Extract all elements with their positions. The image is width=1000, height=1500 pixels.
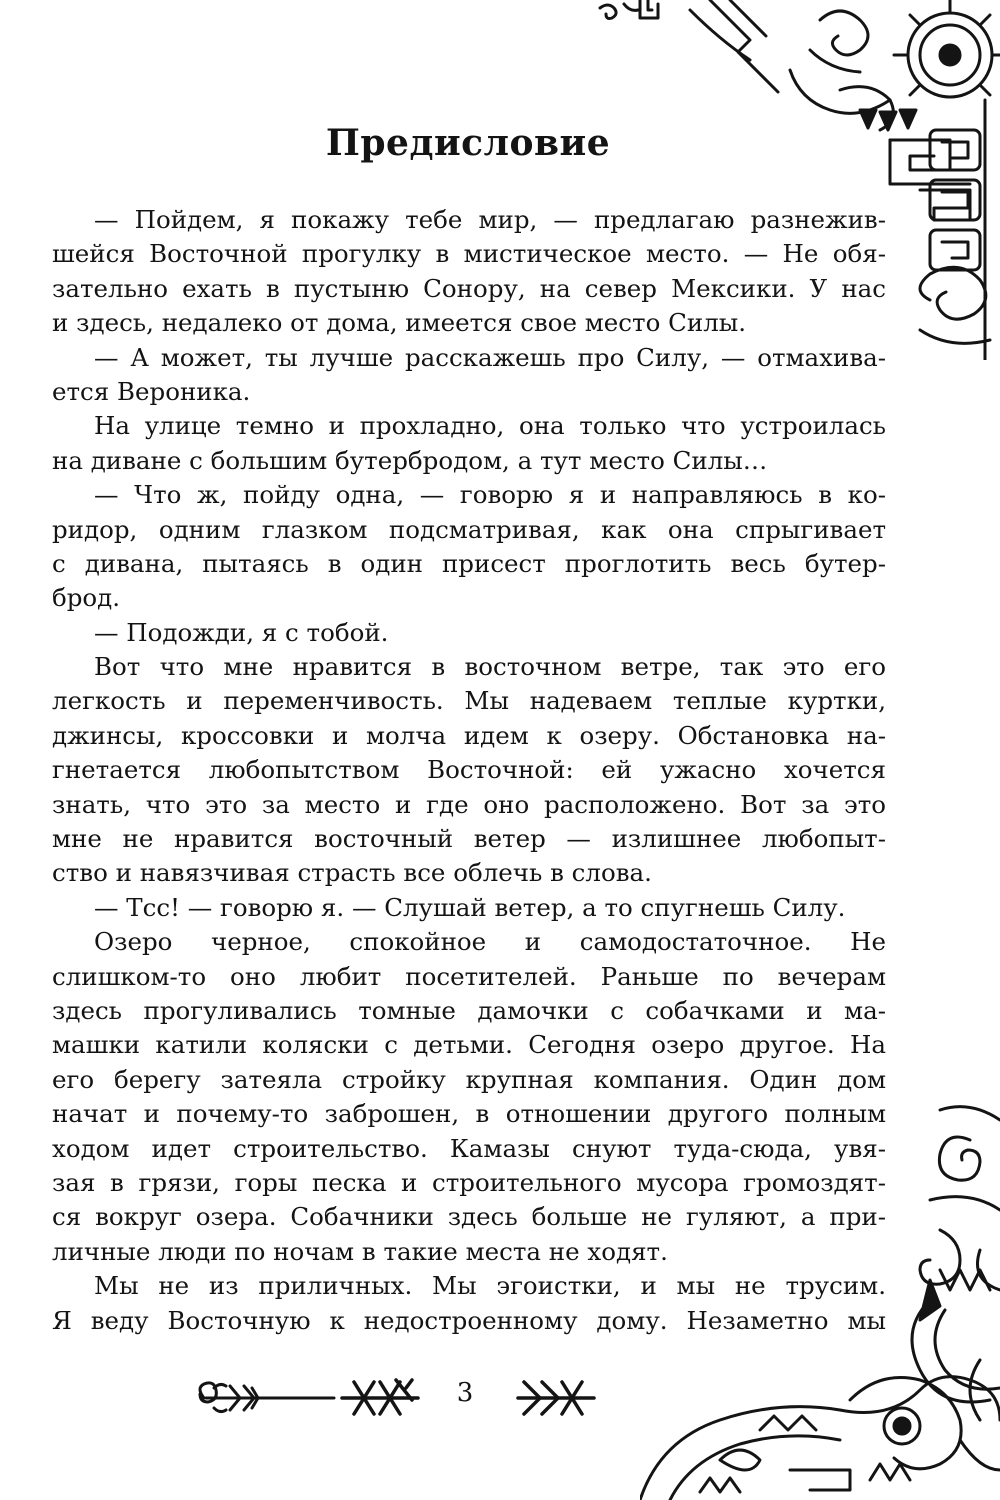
text-line: Вот что мне нравится в восточном ветре, так это его xyxy=(94,652,886,682)
text-line: джинсы, кроссовки и молча идем к озеру. Обстановка на- xyxy=(52,720,886,750)
page-title: Предисловие xyxy=(325,122,611,164)
text-line: — Пойдем, я покажу тебе мир, — предлагаю разнежив- xyxy=(94,205,886,234)
text-line: Озеро черное, спокойное и самодостаточное. Не xyxy=(94,927,886,957)
text-line: зая в грязи, горы песка и строительного мусора громоздят- xyxy=(52,1167,886,1197)
text-line: легкость и переменчивость. Мы надеваем теплые куртки, xyxy=(52,686,886,716)
text-line: гнетается любопытством Восточной: ей ужасно хочется xyxy=(52,755,886,785)
text-line: личные люди по ночам в такие места не ходят. xyxy=(52,1236,668,1266)
text-line: ся вокруг озера. Собачники здесь больше не гуляют, а при- xyxy=(52,1202,886,1232)
text-line: слишком-то оно любит посетителей. Раньше по вечерам xyxy=(52,961,886,991)
text-line: с дивана, пытаясь в один присест проглотить весь бутер- xyxy=(52,548,886,578)
text-line: — Подожди, я с тобой. xyxy=(94,617,389,647)
text-line: его берегу затеяла стройку крупная компания. Один дом xyxy=(52,1064,886,1094)
text-line: здесь прогуливались томные дамочки с собачками и ма- xyxy=(52,995,886,1025)
footer-rune-left-icon xyxy=(340,1376,420,1420)
text-line: Мы не из приличных. Мы эгоистки, и мы не трусим. xyxy=(94,1271,886,1301)
text-line: шейся Восточной прогулку в мистическое место. — Не обя- xyxy=(52,239,886,269)
text-line: — Что ж, пойду одна, — говорю я и направляюсь в ко- xyxy=(94,480,886,510)
text-line: начат и почему-то заброшен, в отношении другого полным xyxy=(52,1099,886,1129)
footer-rune-right-icon xyxy=(516,1376,596,1420)
text-line: зательно ехать в пустыню Сонору, на север Мексики. У нас xyxy=(52,273,886,303)
text-line: Я веду Восточную к недостроенному дому. Незаметно мы xyxy=(52,1305,886,1335)
text-line: ство и навязчивая страсть все облечь в слова. xyxy=(52,858,652,888)
bottom-right-ornament-icon xyxy=(640,1100,1000,1500)
text-line: — А может, ты лучше расскажешь про Силу, — отмахива- xyxy=(94,342,886,372)
text-line: мне не нравится восточный ветер — излишнее любопыт- xyxy=(52,824,886,854)
text-line: ется Вероника. xyxy=(52,376,251,406)
text-line: На улице темно и прохладно, она только что устроилась xyxy=(94,411,886,441)
text-line: знать, что это за место и где оно расположено. Вот за это xyxy=(52,789,886,819)
text-line: машки катили коляски с детьми. Сегодня озеро другое. На xyxy=(52,1030,886,1060)
text-line: — Тсс! — говорю я. — Слушай ветер, а то спугнешь Силу. xyxy=(94,892,846,922)
text-line: на диване с большим бутербродом, а тут место Силы… xyxy=(52,445,768,475)
footer-arrow-ornament-icon xyxy=(186,1378,336,1418)
text-line: ходом идет строительство. Камазы снуют туда-сюда, увя- xyxy=(52,1133,886,1163)
text-line: и здесь, недалеко от дома, имеется свое место Силы. xyxy=(52,308,747,338)
page-number: 3 xyxy=(456,1378,474,1408)
text-line: ридор, одним глазком подсматривая, как она спрыгивает xyxy=(52,514,886,544)
text-line: брод. xyxy=(52,583,121,613)
